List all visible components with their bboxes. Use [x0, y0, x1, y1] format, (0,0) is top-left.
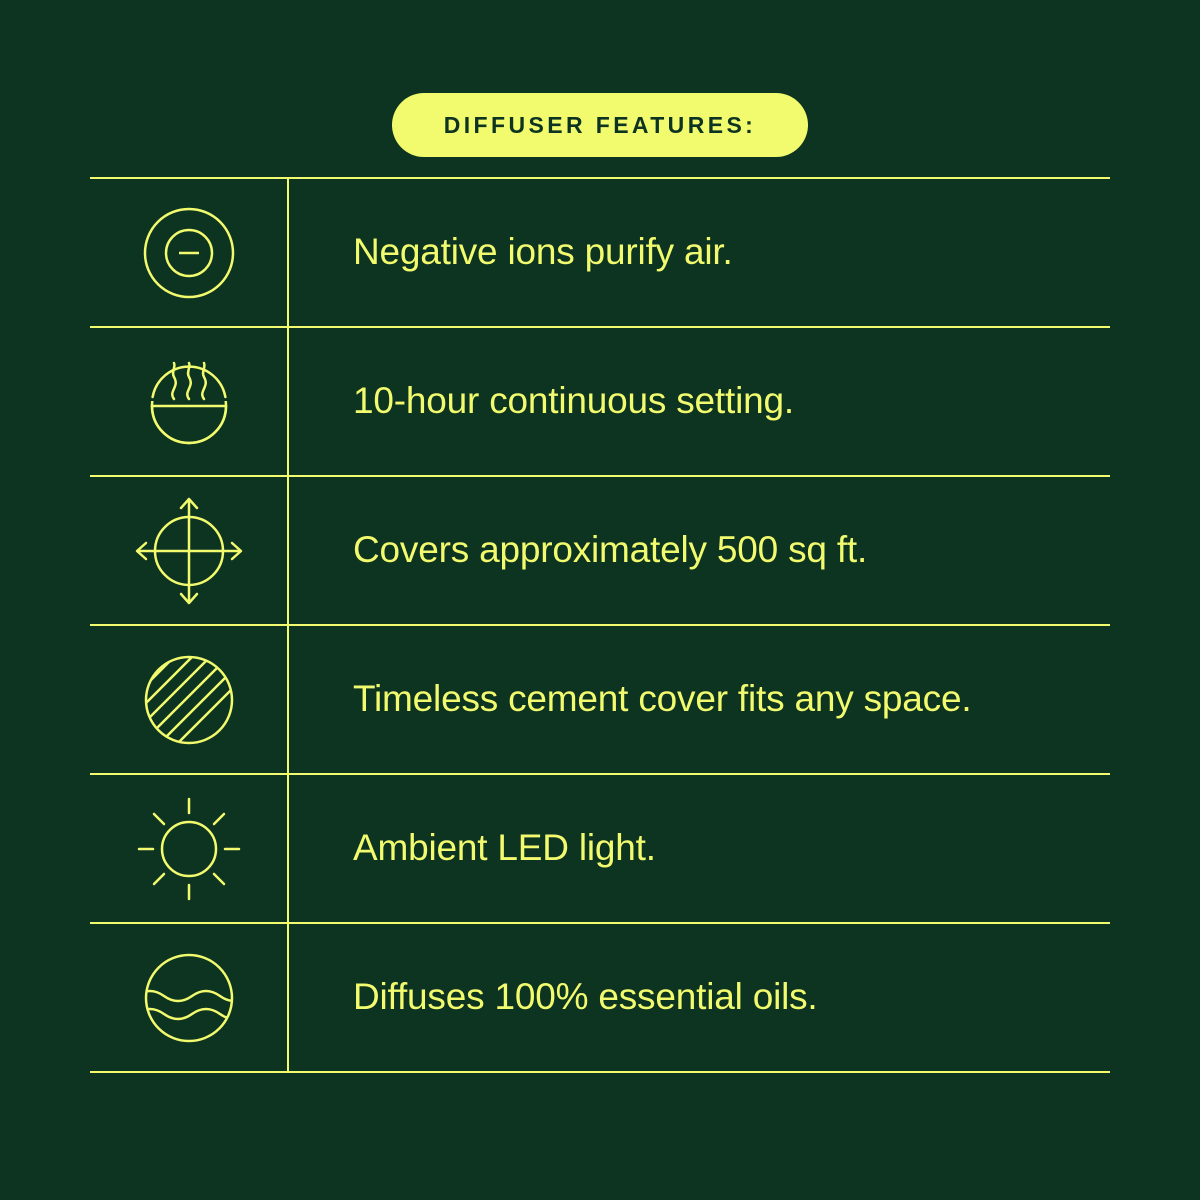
table-row	[90, 179, 1110, 328]
icon-cell	[90, 179, 287, 326]
table-row	[90, 477, 1110, 626]
cement-texture-icon	[141, 652, 237, 748]
negative-ion-icon	[143, 207, 235, 299]
icon-cell	[90, 924, 287, 1071]
icon-cell	[90, 626, 287, 773]
column-divider	[287, 179, 289, 1073]
feature-label: Timeless cement cover fits any space.	[353, 678, 972, 720]
icon-cell	[90, 477, 287, 624]
text-cell	[287, 626, 1110, 773]
icon-cell	[90, 328, 287, 475]
table-row	[90, 775, 1110, 924]
text-cell	[287, 328, 1110, 475]
sun-led-icon	[129, 789, 249, 909]
water-waves-icon	[141, 950, 237, 1046]
text-cell	[287, 924, 1110, 1071]
features-table	[90, 177, 1110, 1073]
feature-label: Diffuses 100% essential oils.	[353, 976, 818, 1018]
coverage-area-icon	[126, 488, 252, 614]
steam-icon	[138, 351, 240, 453]
table-row	[90, 626, 1110, 775]
title-container	[0, 0, 1200, 157]
feature-label: Negative ions purify air.	[353, 231, 733, 273]
text-cell	[287, 179, 1110, 326]
feature-label: Covers approximately 500 sq ft.	[353, 529, 868, 571]
page-title: DIFFUSER FEATURES:	[392, 93, 809, 157]
table-row	[90, 328, 1110, 477]
text-cell	[287, 477, 1110, 624]
feature-label: Ambient LED light.	[353, 827, 656, 869]
feature-label: 10-hour continuous setting.	[353, 380, 794, 422]
table-row	[90, 924, 1110, 1073]
text-cell	[287, 775, 1110, 922]
icon-cell	[90, 775, 287, 922]
